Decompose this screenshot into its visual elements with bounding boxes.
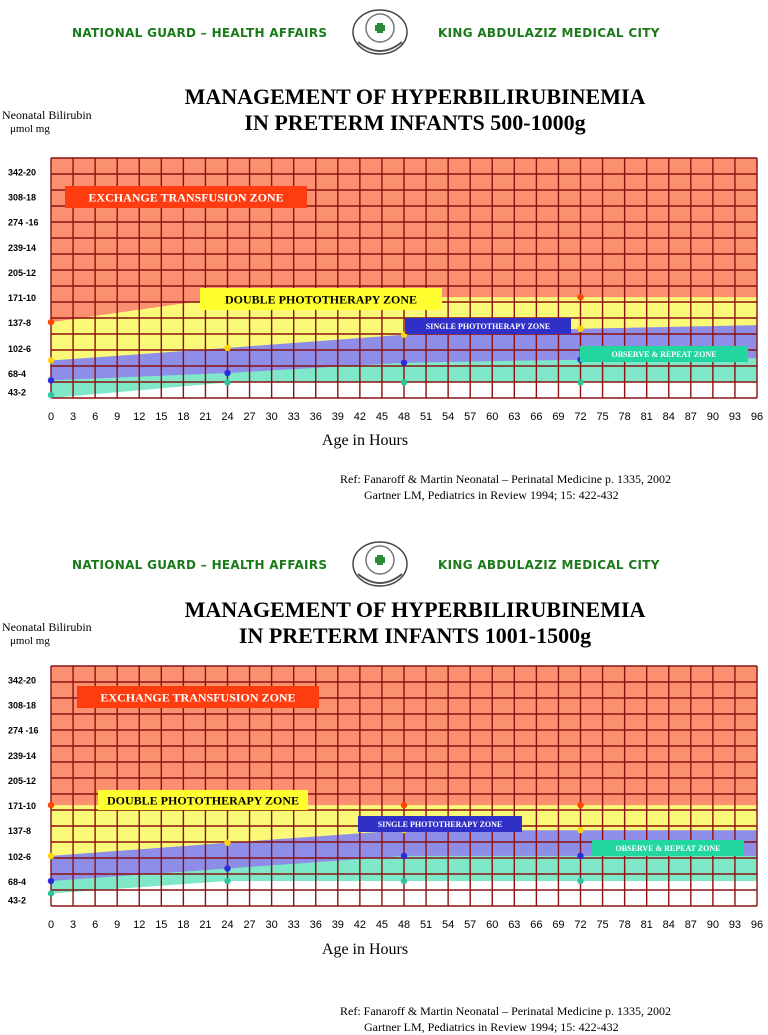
x-axis-title: Age in Hours bbox=[321, 432, 409, 449]
x-tick-label: 18 bbox=[177, 919, 190, 931]
x-tick-label: 69 bbox=[552, 919, 565, 931]
y-tick-label: 274 -16 bbox=[8, 217, 39, 228]
x-tick-label: 36 bbox=[309, 411, 322, 423]
x-tick-label: 96 bbox=[750, 411, 764, 423]
single-threshold-point bbox=[48, 878, 54, 884]
logo-icon bbox=[350, 6, 410, 62]
single-threshold-point bbox=[577, 853, 583, 859]
y-tick-label: 308-18 bbox=[8, 192, 37, 203]
x-tick-label: 75 bbox=[596, 919, 609, 931]
x-tick-label: 6 bbox=[92, 919, 99, 931]
y-tick-label: 239-14 bbox=[8, 751, 37, 762]
x-tick-label: 0 bbox=[47, 411, 55, 423]
x-tick-label: 30 bbox=[265, 919, 278, 931]
x-tick-label: 75 bbox=[596, 411, 609, 423]
x-tick-label: 39 bbox=[331, 411, 344, 423]
single-zone-label: SINGLE PHOTOTHERAPY ZONE bbox=[377, 819, 503, 829]
x-tick-label: 57 bbox=[464, 919, 477, 931]
x-tick-label: 6 bbox=[92, 411, 99, 423]
y-tick-label: 205-12 bbox=[8, 268, 37, 279]
x-tick-label: 45 bbox=[375, 919, 389, 931]
double-threshold-point bbox=[224, 839, 230, 845]
single-threshold-point bbox=[401, 359, 407, 365]
observe-threshold-point bbox=[401, 878, 407, 884]
y-axis-title: Neonatal Bilirubin μmol mg bbox=[2, 108, 92, 135]
x-tick-label: 12 bbox=[133, 919, 146, 931]
reference-text bbox=[340, 1003, 671, 1035]
double-zone-label: DOUBLE PHOTOTHERAPY ZONE bbox=[224, 292, 418, 307]
x-tick-label: 33 bbox=[287, 411, 300, 423]
x-tick-label: 54 bbox=[442, 919, 455, 931]
x-axis-title: Age in Hours bbox=[321, 941, 409, 958]
header-right-text: KING ABDULAZIZ MEDICAL CITY bbox=[438, 558, 660, 572]
x-tick-label: 21 bbox=[199, 411, 212, 423]
exchange-zone-label: EXCHANGE TRANSFUSION ZONE bbox=[88, 190, 284, 205]
x-tick-label: 18 bbox=[177, 411, 190, 423]
observe-threshold-point bbox=[401, 379, 407, 385]
x-tick-label: 9 bbox=[114, 919, 121, 931]
x-tick-label: 30 bbox=[265, 411, 278, 423]
x-tick-label: 48 bbox=[397, 919, 411, 931]
x-tick-label: 51 bbox=[419, 919, 433, 931]
single-threshold-point bbox=[224, 865, 230, 871]
double-threshold-point bbox=[577, 827, 583, 833]
x-tick-label: 42 bbox=[353, 919, 366, 931]
y-tick-label: 102-6 bbox=[8, 343, 32, 354]
x-tick-label: 15 bbox=[155, 919, 168, 931]
exchange-zone-label: EXCHANGE TRANSFUSION ZONE bbox=[100, 690, 296, 705]
x-tick-label: 48 bbox=[397, 411, 411, 423]
bilirubin-chart-1001-1500g bbox=[0, 658, 768, 938]
single-zone-label: SINGLE PHOTOTHERAPY ZONE bbox=[425, 321, 551, 331]
x-tick-label: 84 bbox=[662, 411, 675, 423]
y-tick-label: 342-20 bbox=[8, 675, 37, 686]
y-tick-label: 171-10 bbox=[8, 293, 37, 304]
reference-line-1: Ref: Fanaroff & Martin Neonatal – Perinatal Medicine p. 1335, 2002 bbox=[340, 472, 672, 486]
reference-line-1: Ref: Fanaroff & Martin Neonatal – Perinatal Medicine p. 1335, 2002 bbox=[340, 1004, 672, 1018]
chart-panel-1 bbox=[0, 150, 768, 430]
y-tick-label: 308-18 bbox=[8, 700, 37, 711]
x-tick-label: 63 bbox=[508, 919, 521, 931]
chart-panel-2 bbox=[0, 658, 768, 938]
header-right-text: KING ABDULAZIZ MEDICAL CITY bbox=[438, 26, 660, 40]
y-tick-label: 102-6 bbox=[8, 851, 32, 862]
x-tick-label: 60 bbox=[486, 919, 499, 931]
x-tick-label: 78 bbox=[618, 411, 631, 423]
x-tick-label: 60 bbox=[486, 411, 499, 423]
bilirubin-chart-500-1000g bbox=[0, 150, 768, 430]
observe-threshold-point bbox=[224, 379, 230, 385]
header-panel-1 bbox=[0, 6, 768, 66]
x-tick-label: 3 bbox=[70, 919, 77, 931]
x-tick-label: 57 bbox=[464, 411, 477, 423]
x-tick-label: 27 bbox=[243, 919, 256, 931]
x-tick-label: 66 bbox=[530, 411, 543, 423]
x-tick-label: 27 bbox=[243, 411, 256, 423]
x-tick-label: 63 bbox=[508, 411, 521, 423]
x-tick-label: 69 bbox=[552, 411, 565, 423]
header-panel-2 bbox=[0, 538, 768, 598]
x-tick-label: 45 bbox=[375, 411, 389, 423]
single-threshold-point bbox=[224, 370, 230, 376]
x-tick-label: 24 bbox=[221, 919, 234, 931]
logo-icon bbox=[350, 538, 410, 594]
exchange-threshold-point bbox=[577, 294, 583, 300]
x-tick-label: 51 bbox=[419, 411, 433, 423]
exchange-threshold-point bbox=[401, 802, 407, 808]
x-tick-label: 12 bbox=[133, 411, 146, 423]
x-tick-label: 24 bbox=[221, 411, 234, 423]
x-tick-label: 81 bbox=[640, 919, 653, 931]
double-threshold-point bbox=[48, 357, 54, 363]
x-tick-label: 9 bbox=[114, 411, 121, 423]
observe-threshold-point bbox=[224, 878, 230, 884]
double-zone-label: DOUBLE PHOTOTHERAPY ZONE bbox=[106, 793, 300, 808]
y-tick-label: 342-20 bbox=[8, 167, 37, 178]
x-tick-label: 84 bbox=[662, 919, 675, 931]
y-tick-label: 239-14 bbox=[8, 243, 37, 254]
y-tick-label: 43-2 bbox=[8, 387, 27, 398]
x-tick-label: 42 bbox=[353, 411, 366, 423]
observe-zone-label: OBSERVE & REPEAT ZONE bbox=[615, 843, 721, 853]
chart-title: MANAGEMENT OF HYPERBILIRUBINEMIA IN PRETERM INFANTS 500-1000g bbox=[184, 84, 646, 135]
x-tick-label: 66 bbox=[530, 919, 543, 931]
header-left-text: NATIONAL GUARD – HEALTH AFFAIRS bbox=[72, 26, 328, 40]
y-tick-label: 137-8 bbox=[8, 318, 32, 329]
single-threshold-point bbox=[48, 377, 54, 383]
y-tick-label: 68-4 bbox=[8, 368, 27, 379]
single-threshold-point bbox=[401, 853, 407, 859]
x-tick-label: 15 bbox=[155, 411, 168, 423]
x-tick-label: 96 bbox=[750, 919, 764, 931]
x-tick-label: 93 bbox=[728, 411, 742, 423]
double-threshold-point bbox=[224, 345, 230, 351]
observe-threshold-point bbox=[48, 890, 54, 896]
double-threshold-point bbox=[48, 853, 54, 859]
observe-zone-label: OBSERVE & REPEAT ZONE bbox=[611, 349, 717, 359]
y-tick-label: 205-12 bbox=[8, 776, 37, 787]
x-tick-label: 0 bbox=[47, 919, 55, 931]
x-tick-label: 39 bbox=[331, 919, 344, 931]
exchange-threshold-point bbox=[577, 802, 583, 808]
observe-threshold-point bbox=[577, 379, 583, 385]
x-tick-label: 81 bbox=[640, 411, 653, 423]
reference-line-2: Gartner LM, Pediatrics in Review 1994; 15: 422-432 bbox=[364, 1020, 619, 1034]
y-axis-title: Neonatal Bilirubin μmol mg bbox=[2, 620, 92, 647]
exchange-threshold-point bbox=[48, 319, 54, 325]
x-tick-label: 78 bbox=[618, 919, 631, 931]
x-tick-label: 90 bbox=[706, 411, 719, 423]
header-left-text: NATIONAL GUARD – HEALTH AFFAIRS bbox=[72, 558, 328, 572]
x-tick-label: 54 bbox=[442, 411, 455, 423]
x-tick-label: 87 bbox=[684, 919, 697, 931]
x-tick-label: 33 bbox=[287, 919, 300, 931]
exchange-threshold-point bbox=[48, 802, 54, 808]
chart-title: MANAGEMENT OF HYPERBILIRUBINEMIA IN PRETERM INFANTS 1001-1500g bbox=[184, 597, 646, 648]
y-tick-label: 68-4 bbox=[8, 876, 27, 887]
x-tick-label: 87 bbox=[684, 411, 697, 423]
y-tick-label: 137-8 bbox=[8, 826, 32, 837]
x-tick-label: 93 bbox=[728, 919, 742, 931]
x-tick-label: 36 bbox=[309, 919, 322, 931]
x-tick-label: 90 bbox=[706, 919, 719, 931]
reference-line-2: Gartner LM, Pediatrics in Review 1994; 15: 422-432 bbox=[364, 488, 619, 502]
y-tick-label: 171-10 bbox=[8, 801, 37, 812]
y-tick-label: 43-2 bbox=[8, 895, 27, 906]
x-tick-label: 21 bbox=[199, 919, 212, 931]
x-tick-label: 72 bbox=[574, 919, 587, 931]
observe-threshold-point bbox=[577, 878, 583, 884]
reference-text bbox=[340, 471, 671, 503]
x-tick-label: 72 bbox=[574, 411, 587, 423]
y-tick-label: 274 -16 bbox=[8, 725, 39, 736]
double-threshold-point bbox=[577, 326, 583, 332]
observe-threshold-point bbox=[48, 392, 54, 398]
x-tick-label: 3 bbox=[70, 411, 77, 423]
